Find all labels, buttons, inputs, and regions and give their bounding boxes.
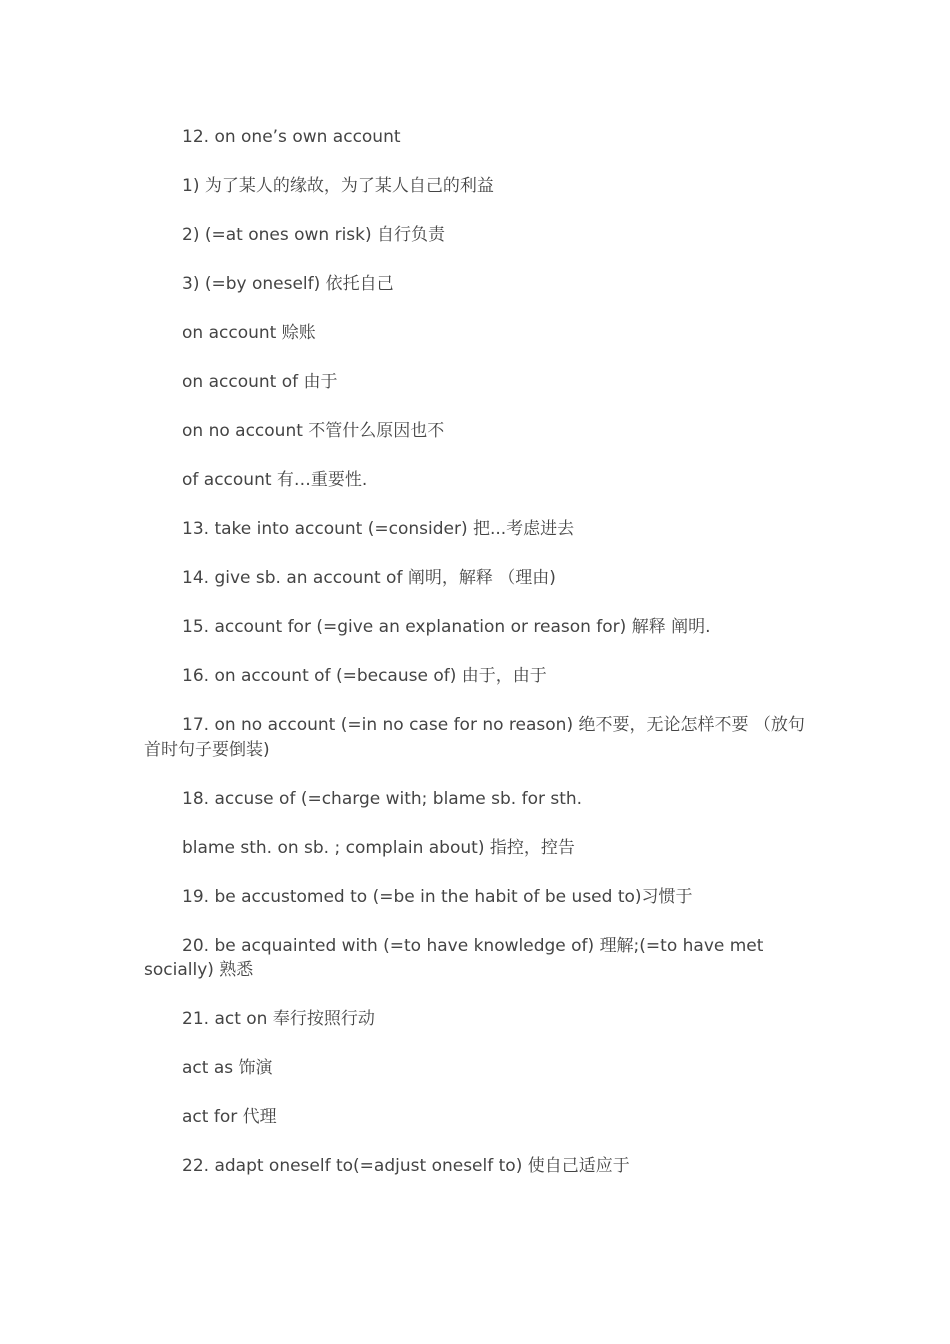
entry-15: 15. account for (=give an explanation or reason for) 解释 阐明. xyxy=(182,617,711,637)
entry-12-meaning-2: 2) (=at ones own risk) 自行负责 xyxy=(182,225,446,245)
document-body xyxy=(144,125,810,1203)
phrase-act-as: act as 饰演 xyxy=(182,1058,273,1078)
entry-13: 13. take into account (=consider) 把...考虑进去 xyxy=(182,519,575,539)
entry-14: 14. give sb. an account of 阐明，解释 （理由) xyxy=(182,568,556,588)
phrase-on-no-account: on no account 不管什么原因也不 xyxy=(182,421,445,441)
entry-17: 17. on no account (=in no case for no reason) 绝不要，无论怎样不要 （放句首时句子要倒装) xyxy=(144,715,805,760)
phrase-act-for: act for 代理 xyxy=(182,1107,277,1127)
phrase-of-account: of account 有…重要性. xyxy=(182,470,368,490)
phrase-on-account-of: on account of 由于 xyxy=(182,372,338,392)
entry-20: 20. be acquainted with (=to have knowledge of) 理解;(=to have met socially) 熟悉 xyxy=(144,935,764,980)
entry-16: 16. on account of (=because of) 由于，由于 xyxy=(182,666,547,686)
entry-18: 18. accuse of (=charge with; blame sb. for sth. xyxy=(182,788,583,809)
entry-21: 21. act on 奉行按照行动 xyxy=(182,1009,375,1029)
phrase-on-account: on account 赊账 xyxy=(182,323,316,343)
entry-12-meaning-1: 1) 为了某人的缘故，为了某人自己的利益 xyxy=(182,176,494,196)
entry-12-heading: 12. on one’s own account xyxy=(182,127,401,147)
entry-12-meaning-3: 3) (=by oneself) 依托自己 xyxy=(182,274,394,294)
entry-19: 19. be accustomed to (=be in the habit of be used to)习惯于 xyxy=(182,886,693,907)
entry-18-continued: blame sth. on sb. ; complain about) 指控，控告 xyxy=(182,837,575,858)
entry-22: 22. adapt oneself to(=adjust oneself to) 使自己适应于 xyxy=(182,1156,630,1176)
